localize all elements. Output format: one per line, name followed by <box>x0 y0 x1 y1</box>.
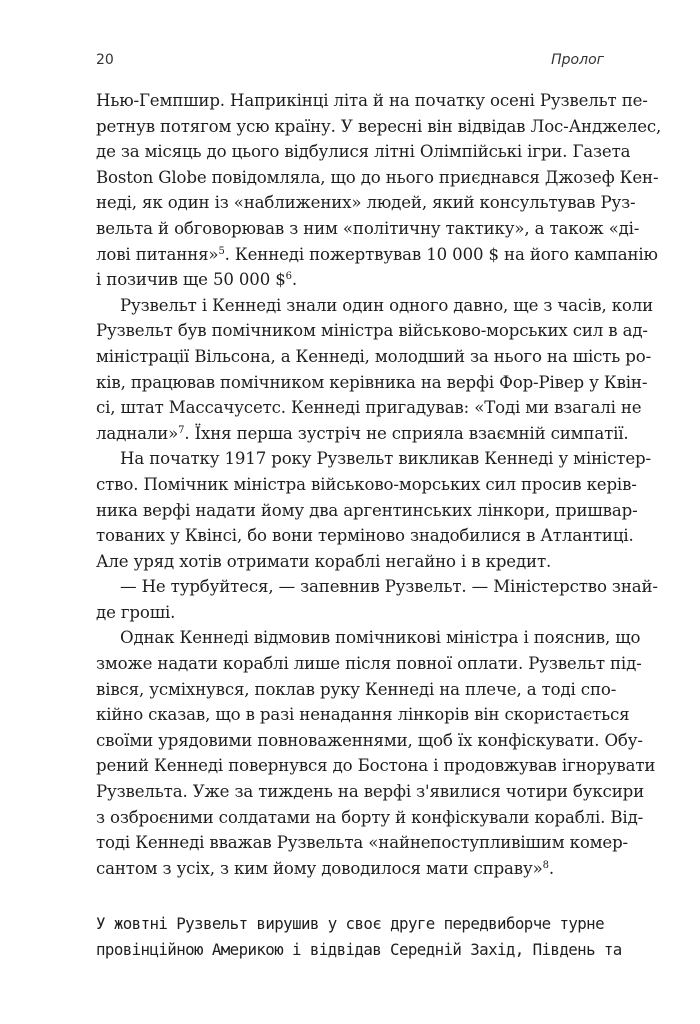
text-line: Але уряд хотів отримати кораблі негайно і в кредит. <box>96 551 552 571</box>
section-break <box>96 881 604 911</box>
text-line: зможе надати кораблі лише після повної оплати. Рузвельт під- <box>96 654 642 674</box>
footnote-ref[interactable]: 7 <box>178 424 185 436</box>
text-line: вельта й обговорював з ним «політичну тактику», а також «ді- <box>96 218 640 238</box>
text-line: сі, штат Массачусетс. Кеннеді пригадував: «Тоді ми взагалі не <box>96 398 642 418</box>
line-text: сантом з усіх, з ким йому доводилося мати справу» <box>96 858 543 878</box>
section-title: Пролог <box>551 52 604 68</box>
text-line: Рузвельт був помічником міністра військово-морських сил в ад- <box>96 321 648 341</box>
text-line: провінційною Америкою і відвідав Середній Захід, Південь та <box>96 940 622 959</box>
line-text: і позичив ще 50 000 $ <box>96 270 286 290</box>
paragraph <box>96 574 658 625</box>
footnote-ref[interactable]: 5 <box>218 245 225 257</box>
text-line <box>96 856 604 882</box>
text-line: Рузвельта. Уже за тиждень на верфі з'явилися чотири буксири <box>96 782 644 802</box>
footnote-ref[interactable]: 6 <box>285 271 292 283</box>
text-line <box>96 267 604 293</box>
text-line: — Не турбуйтеся, — запевнив Рузвельт. — Міністерство знай- <box>120 577 658 597</box>
text-line: з озброєними солдатами на борту й конфіскували кораблі. Від- <box>96 807 644 827</box>
text-line: неді, як один із «наближених» людей, який консультував Руз- <box>96 193 636 213</box>
text-line: кійно сказав, що в разі ненадання лінкорів він скористається <box>96 705 630 725</box>
paragraph <box>96 88 662 293</box>
line-text: . Кеннеді пожертвував 10 000 $ на його кампанію <box>224 244 658 264</box>
text-line <box>96 242 658 268</box>
running-header <box>96 52 604 74</box>
text-line: тоді Кеннеді вважав Рузвельта «найнепоступливішим комер- <box>96 833 629 853</box>
text-line: ків, працював помічником керівника на верфі Фор-Рівер у Квін- <box>96 372 648 392</box>
text-line: Однак Кеннеді відмовив помічникові міністра і пояснив, що <box>120 628 641 648</box>
line-text: . <box>548 858 554 878</box>
footnote-ref[interactable]: 8 <box>542 859 549 871</box>
line-text: . <box>291 270 297 290</box>
line-text: лові питання» <box>96 244 219 264</box>
text-line: вівся, усміхнувся, поклав руку Кеннеді на плече, а тоді спо- <box>96 679 617 699</box>
text-line: ство. Помічник міністра військово-морських сил просив керів- <box>96 474 637 494</box>
text-line: Рузвельт і Кеннеді знали один одного давно, ще з часів, коли <box>120 295 654 315</box>
text-line <box>96 421 629 447</box>
text-line: ника верфі надати йому два аргентинських лінкори, пришвар- <box>96 500 638 520</box>
page-number: 20 <box>96 52 114 68</box>
text-line: У жовтні Рузвельт вирушив у своє друге передвиборче турне <box>96 914 604 934</box>
text-line: Boston Globe повідомляла, що до нього приєднався Джозеф Кен- <box>96 167 659 187</box>
text-line: На початку 1917 року Рузвельт викликав Кеннеді у міністер- <box>120 449 651 469</box>
paragraph <box>96 625 656 881</box>
paragraph <box>96 446 651 574</box>
text-line: міністрації Вільсона, а Кеннеді, молодший за нього на шість ро- <box>96 346 652 366</box>
text-line: тованих у Квінсі, бо вони терміново знадобилися в Атлантиці. <box>96 526 634 546</box>
text-line: рений Кеннеді повернувся до Бостона і продовжував ігнорувати <box>96 756 656 776</box>
line-text: . Їхня перша зустріч не сприяла взаємній симпатії. <box>184 423 629 443</box>
paragraph <box>96 293 654 447</box>
paragraph <box>96 911 622 962</box>
text-line: де за місяць до цього відбулися літні Олімпійські ігри. Газета <box>96 142 631 162</box>
text-line: ретнув потягом усю країну. У вересні він відвідав Лос-Анджелес, <box>96 116 662 136</box>
text-line: своїми урядовими повноваженнями, щоб їх конфіскувати. Обу- <box>96 730 643 750</box>
line-text: ладнали» <box>96 423 179 443</box>
text-line: де гроші. <box>96 602 176 622</box>
body-text <box>96 88 662 963</box>
text-line: Нью-Гемпшир. Наприкінці літа й на початку осені Рузвельт пе- <box>96 91 648 110</box>
